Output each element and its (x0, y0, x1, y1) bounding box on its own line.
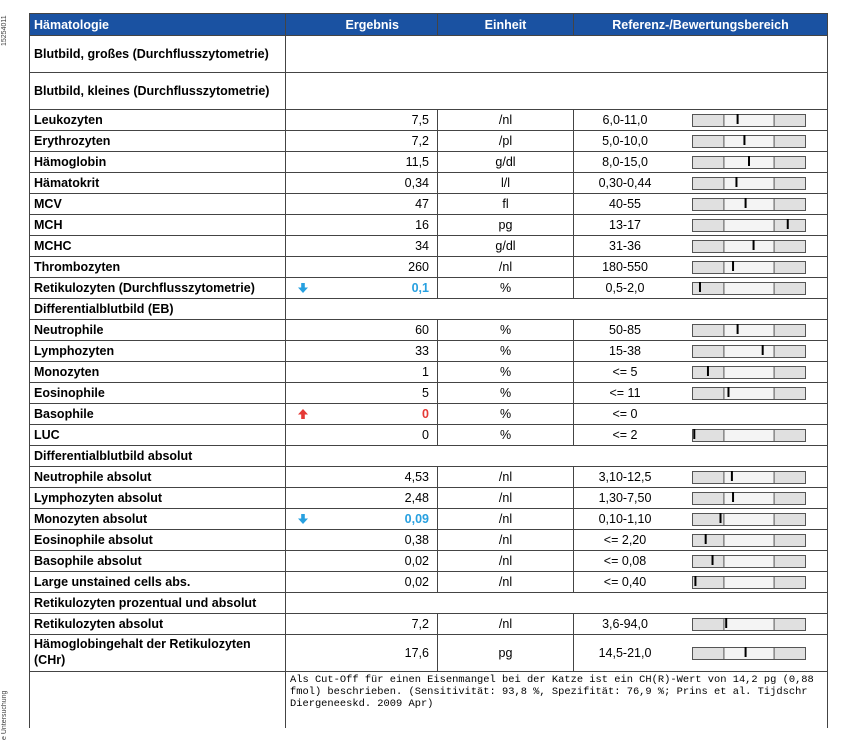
unit: g/dl (438, 152, 574, 173)
flag-cell (286, 572, 320, 593)
result-value: 7,5 (320, 110, 438, 131)
result-value: 0,09 (320, 509, 438, 530)
reference-range-cell (574, 383, 828, 404)
flag-cell (286, 530, 320, 551)
reference-bar (692, 576, 806, 589)
unit: l/l (438, 173, 574, 194)
parameter-name: Neutrophile (30, 320, 286, 341)
arrow-up-icon (297, 408, 309, 420)
table-row (30, 404, 828, 425)
unit: % (438, 362, 574, 383)
flag-cell (286, 320, 320, 341)
unit: pg (438, 215, 574, 236)
table-row (30, 425, 828, 446)
flag-cell (286, 341, 320, 362)
table-row (30, 152, 828, 173)
reference-bar (692, 282, 806, 295)
table-row (30, 530, 828, 551)
section-row (30, 73, 828, 110)
arrow-down-icon (297, 282, 309, 294)
reference-range: <= 11 (609, 385, 641, 400)
section-title: Retikulozyten prozentual und absolut (30, 593, 286, 614)
result-value: 5 (320, 383, 438, 404)
parameter-name: Hämoglobin (30, 152, 286, 173)
reference-bar-normal-zone (724, 325, 774, 337)
parameter-name: Lymphozyten (30, 341, 286, 362)
reference-range-cell (574, 320, 828, 341)
unit: g/dl (438, 236, 574, 257)
reference-range: 0,10-1,10 (598, 511, 652, 526)
parameter-name: Monozyten absolut (30, 509, 286, 530)
parameter-name: Eosinophile absolut (30, 530, 286, 551)
unit: /nl (438, 509, 574, 530)
section-title: Differentialblutbild absolut (30, 446, 286, 467)
result-value: 11,5 (320, 152, 438, 173)
unit: fl (438, 194, 574, 215)
unit: % (438, 425, 574, 446)
reference-range: 14,5-21,0 (598, 645, 652, 660)
reference-range: 31-36 (609, 238, 641, 253)
section-row (30, 299, 828, 320)
reference-range: 13-17 (609, 217, 641, 232)
table-row (30, 278, 828, 299)
section-title: Differentialblutbild (EB) (30, 299, 286, 320)
unit: /nl (438, 614, 574, 635)
table-row (30, 488, 828, 509)
reference-bar (692, 177, 806, 190)
reference-bar (692, 555, 806, 568)
note-empty-cell (30, 672, 286, 729)
reference-range: 3,6-94,0 (602, 616, 648, 631)
result-value: 0,38 (320, 530, 438, 551)
result-value: 7,2 (320, 131, 438, 152)
reference-bar (692, 261, 806, 274)
reference-range: 5,0-10,0 (602, 133, 648, 148)
parameter-name: Hämatokrit (30, 173, 286, 194)
table-row (30, 614, 828, 635)
unit: /nl (438, 551, 574, 572)
reference-bar (692, 324, 806, 337)
reference-range-cell (574, 530, 828, 551)
reference-bar-normal-zone (724, 619, 774, 631)
reference-range-cell (574, 341, 828, 362)
parameter-name: Thrombozyten (30, 257, 286, 278)
parameter-name: Neutrophile absolut (30, 467, 286, 488)
reference-range: <= 2 (612, 427, 638, 442)
result-value: 34 (320, 236, 438, 257)
unit: /nl (438, 110, 574, 131)
reference-range-cell (574, 572, 828, 593)
result-value: 47 (320, 194, 438, 215)
parameter-name: MCHC (30, 236, 286, 257)
reference-bar-normal-zone (724, 556, 774, 568)
parameter-name: Lymphozyten absolut (30, 488, 286, 509)
table-row (30, 551, 828, 572)
reference-range: <= 0 (612, 407, 638, 421)
reference-range: 8,0-15,0 (602, 154, 648, 169)
reference-bar-normal-zone (724, 388, 774, 400)
reference-bar (692, 534, 806, 547)
reference-bar-normal-zone (724, 136, 774, 148)
reference-range: 50-85 (609, 322, 641, 337)
unit: /nl (438, 257, 574, 278)
reference-bar-normal-zone (724, 262, 774, 274)
section-row (30, 446, 828, 467)
reference-range: 180-550 (602, 259, 648, 274)
parameter-name: LUC (30, 425, 286, 446)
result-value: 7,2 (320, 614, 438, 635)
flag-cell (286, 257, 320, 278)
reference-range-cell (574, 173, 828, 194)
parameter-name: MCH (30, 215, 286, 236)
reference-range: 6,0-11,0 (602, 112, 648, 127)
lab-results-table (29, 13, 828, 728)
flag-cell (286, 110, 320, 131)
reference-range-cell (574, 614, 828, 635)
reference-range: <= 0,08 (603, 553, 647, 568)
reference-bar (692, 471, 806, 484)
result-value: 60 (320, 320, 438, 341)
reference-range: 3,10-12,5 (598, 469, 652, 484)
side-document-id: 15254011 (1, 15, 8, 46)
reference-range-cell (574, 551, 828, 572)
section-row (30, 593, 828, 614)
reference-bar-normal-zone (724, 430, 774, 442)
table-body (30, 36, 828, 729)
table-row (30, 362, 828, 383)
side-footer-text: e Untersuchung (1, 690, 8, 740)
table-row (30, 572, 828, 593)
reference-bar (692, 618, 806, 631)
header-unit: Einheit (438, 14, 574, 36)
result-value: 16 (320, 215, 438, 236)
unit: pg (438, 635, 574, 672)
reference-bar-normal-zone (724, 115, 774, 127)
flag-cell (286, 467, 320, 488)
table-row (30, 236, 828, 257)
reference-range-cell (574, 362, 828, 383)
reference-bar-normal-zone (724, 241, 774, 253)
reference-bar-normal-zone (724, 199, 774, 211)
header-result: Ergebnis (320, 14, 438, 36)
reference-bar (692, 492, 806, 505)
unit: % (438, 278, 574, 299)
reference-bar-normal-zone (724, 367, 774, 379)
reference-range-cell (574, 278, 828, 299)
unit: /nl (438, 488, 574, 509)
parameter-name: Monozyten (30, 362, 286, 383)
flag-cell (286, 488, 320, 509)
result-value: 2,48 (320, 488, 438, 509)
unit: % (438, 320, 574, 341)
table-row (30, 257, 828, 278)
reference-range: <= 0,40 (603, 574, 647, 589)
section-empty-cell (286, 36, 828, 73)
reference-range-cell (574, 467, 828, 488)
reference-bar-normal-zone (724, 514, 774, 526)
reference-bar-normal-zone (724, 648, 774, 660)
reference-bar-normal-zone (724, 535, 774, 547)
reference-bar (692, 240, 806, 253)
reference-range: 40-55 (609, 196, 641, 211)
result-value: 1 (320, 362, 438, 383)
result-value: 0 (320, 425, 438, 446)
result-value: 0 (320, 404, 438, 425)
parameter-name: Retikulozyten absolut (30, 614, 286, 635)
result-value: 33 (320, 341, 438, 362)
reference-range: <= 2,20 (603, 532, 647, 547)
result-value: 260 (320, 257, 438, 278)
reference-bar-normal-zone (724, 283, 774, 295)
reference-bar (692, 114, 806, 127)
flag-cell (286, 278, 320, 299)
section-empty-cell (286, 73, 828, 110)
flag-cell (286, 404, 320, 425)
reference-bar (692, 647, 806, 660)
parameter-name: Erythrozyten (30, 131, 286, 152)
parameter-name: Leukozyten (30, 110, 286, 131)
table-header (30, 14, 828, 36)
result-value: 0,1 (320, 278, 438, 299)
reference-range-cell (574, 404, 828, 425)
reference-bar (692, 429, 806, 442)
flag-cell (286, 131, 320, 152)
reference-bar (692, 387, 806, 400)
reference-bar-normal-zone (724, 220, 774, 232)
reference-bar (692, 513, 806, 526)
flag-cell (286, 383, 320, 404)
reference-range-cell (574, 152, 828, 173)
section-title: Blutbild, großes (Durchflusszytometrie) (30, 36, 286, 73)
flag-cell (286, 425, 320, 446)
reference-bar (692, 366, 806, 379)
unit: % (438, 404, 574, 425)
reference-range: <= 5 (612, 364, 638, 379)
section-row (30, 36, 828, 73)
reference-bar (692, 345, 806, 358)
reference-range-cell (574, 194, 828, 215)
reference-bar-normal-zone (724, 178, 774, 190)
result-value: 0,02 (320, 572, 438, 593)
reference-range: 1,30-7,50 (598, 490, 652, 505)
parameter-name: Basophile absolut (30, 551, 286, 572)
reference-range-cell (574, 509, 828, 530)
unit: /nl (438, 530, 574, 551)
flag-cell (286, 362, 320, 383)
section-empty-cell (286, 446, 828, 467)
flag-cell (286, 551, 320, 572)
table-row (30, 341, 828, 362)
parameter-name: Eosinophile (30, 383, 286, 404)
flag-cell (286, 614, 320, 635)
reference-bar-normal-zone (724, 493, 774, 505)
parameter-name: Hämoglobingehalt der Retikulozyten (CHr) (30, 635, 286, 672)
reference-bar (692, 156, 806, 169)
reference-range: 0,5-2,0 (605, 280, 645, 295)
result-value: 4,53 (320, 467, 438, 488)
reference-bar-normal-zone (724, 346, 774, 358)
table-row (30, 215, 828, 236)
reference-range-cell (574, 236, 828, 257)
reference-range: 15-38 (609, 343, 641, 358)
table-row (30, 194, 828, 215)
flag-cell (286, 215, 320, 236)
unit: % (438, 341, 574, 362)
table-row (30, 131, 828, 152)
reference-range-cell (574, 425, 828, 446)
table-row (30, 110, 828, 131)
table-row (30, 635, 828, 672)
section-empty-cell (286, 593, 828, 614)
flag-cell (286, 635, 320, 672)
section-title: Blutbild, kleines (Durchflusszytometrie) (30, 73, 286, 110)
interpretation-note: Als Cut-Off für einen Eisenmangel bei der Katze ist ein CH(R)-Wert von 14,2 pg (0,88 fmol) beschrieben. (Sensitivität: 93,8 %, Spezifität: 76,9 %; Prins et al. Tijdschr Diergeneeskd. 2009 Apr) (286, 672, 828, 729)
table-row (30, 173, 828, 194)
flag-cell (286, 173, 320, 194)
unit: /pl (438, 131, 574, 152)
table-row (30, 509, 828, 530)
reference-range-cell (574, 488, 828, 509)
arrow-down-icon (297, 513, 309, 525)
note-row (30, 672, 828, 729)
header-flag (286, 14, 320, 36)
parameter-name: MCV (30, 194, 286, 215)
header-ref: Referenz-/Bewertungsbereich (574, 14, 828, 36)
reference-bar (692, 135, 806, 148)
flag-cell (286, 152, 320, 173)
table-row (30, 320, 828, 341)
header-name: Hämatologie (30, 14, 286, 36)
flag-cell (286, 509, 320, 530)
reference-bar-normal-zone (724, 577, 774, 589)
table-row (30, 467, 828, 488)
result-value: 0,02 (320, 551, 438, 572)
parameter-name: Retikulozyten (Durchflusszytometrie) (30, 278, 286, 299)
parameter-name: Large unstained cells abs. (30, 572, 286, 593)
flag-cell (286, 236, 320, 257)
reference-range-cell (574, 110, 828, 131)
reference-range-cell (574, 635, 828, 672)
reference-range-cell (574, 257, 828, 278)
unit: /nl (438, 572, 574, 593)
unit: /nl (438, 467, 574, 488)
reference-range-cell (574, 131, 828, 152)
unit: % (438, 383, 574, 404)
section-empty-cell (286, 299, 828, 320)
reference-range: 0,30-0,44 (598, 175, 652, 190)
table-row (30, 383, 828, 404)
result-value: 0,34 (320, 173, 438, 194)
reference-bar (692, 219, 806, 232)
reference-range-cell (574, 215, 828, 236)
reference-bar (692, 198, 806, 211)
result-value: 17,6 (320, 635, 438, 672)
parameter-name: Basophile (30, 404, 286, 425)
flag-cell (286, 194, 320, 215)
